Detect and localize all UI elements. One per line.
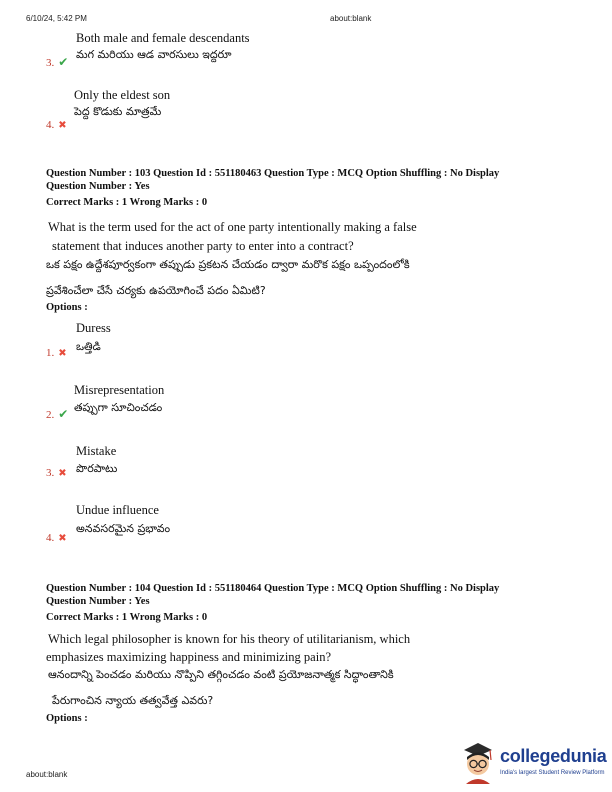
option-text-te: తప్పుగా సూచించడం (74, 401, 163, 414)
cross-icon: ✖ (58, 348, 67, 359)
print-datetime: 6/10/24, 5:42 PM (26, 14, 87, 23)
check-icon: ✔ (58, 55, 69, 69)
option-text-te: పొరపాటు (76, 462, 118, 475)
question-meta: Question Number : 103 Question Id : 551180463 Question Type : MCQ Option Shuffling : No Display (46, 168, 500, 179)
question-text-en: Which legal philosopher is known for his theory of utilitarianism, which (48, 632, 411, 646)
print-footer-url: about:blank (26, 770, 68, 779)
question-text-te: ఆనందాన్ని పెంచడం మరియు నొప్పిని తగ్గించడం వంటి ప్రయోజనాత్మక సిద్ధాంతానికి (48, 668, 394, 681)
logo-name: collegedunia (500, 746, 607, 766)
option-text-en: Misrepresentation (74, 383, 165, 397)
option-text-en: Only the eldest son (74, 88, 171, 102)
option-text-en: Duress (76, 321, 111, 335)
option-text-te: మగ మరియు ఆడ వారసులు ఇద్దరూ (76, 48, 232, 61)
options-label: Options : (46, 302, 88, 313)
question-meta: Question Number : 104 Question Id : 551180464 Question Type : MCQ Option Shuffling : No Display (46, 583, 500, 594)
question-text-te-2: పేరుగాంచిన న్యాయ తత్వవేత్త ఎవరు? (52, 694, 214, 707)
question-text-en-2: emphasizes maximizing happiness and minimizing pain? (46, 650, 332, 664)
option-text-en: Both male and female descendants (76, 31, 250, 45)
option-number: 4. ✖ (46, 119, 67, 131)
logo-tagline: India's largest Student Review Platform (500, 770, 605, 776)
question-text-te-2: ప్రవేశించేలా చేసే చర్యకు ఉపయోగించే పదం ఏమిటి? (46, 284, 266, 297)
option-number: 1. ✖ (46, 347, 67, 359)
question-marks: Correct Marks : 1 Wrong Marks : 0 (46, 612, 208, 623)
option-number: 2. ✔ (46, 407, 69, 421)
option-number: 3. ✔ (46, 55, 69, 69)
option-text-en: Mistake (76, 444, 117, 458)
cross-icon: ✖ (58, 468, 67, 479)
question-text-te: ఒక పక్షం ఉద్దేశపూర్వకంగా తప్పుడు ప్రకటన చేయడం ద్వారా మరొక పక్షం ఒప్పందంలోకి (46, 258, 410, 271)
options-label: Options : (46, 713, 88, 724)
question-meta-2: Question Number : Yes (46, 181, 150, 192)
option-text-te: ఒత్తిడి (76, 340, 101, 353)
check-icon: ✔ (58, 407, 69, 421)
option-number: 3. ✖ (46, 467, 67, 479)
option-text-te: పెద్ద కొడుకు మాత్రమే (74, 105, 162, 118)
question-meta-2: Question Number : Yes (46, 596, 150, 607)
question-marks: Correct Marks : 1 Wrong Marks : 0 (46, 197, 208, 208)
option-text-en: Undue influence (76, 503, 159, 517)
cross-icon: ✖ (58, 533, 67, 544)
question-text-en: What is the term used for the act of one party intentionally making a false (48, 220, 417, 234)
option-text-te: అనవసరమైన ప్రభావం (76, 522, 171, 535)
cross-icon: ✖ (58, 120, 67, 131)
question-text-en-2: statement that induces another party to enter into a contract? (52, 239, 354, 253)
option-number: 4. ✖ (46, 532, 67, 544)
collegedunia-logo (460, 740, 610, 786)
mascot-icon (460, 740, 496, 784)
print-url: about:blank (330, 14, 372, 23)
